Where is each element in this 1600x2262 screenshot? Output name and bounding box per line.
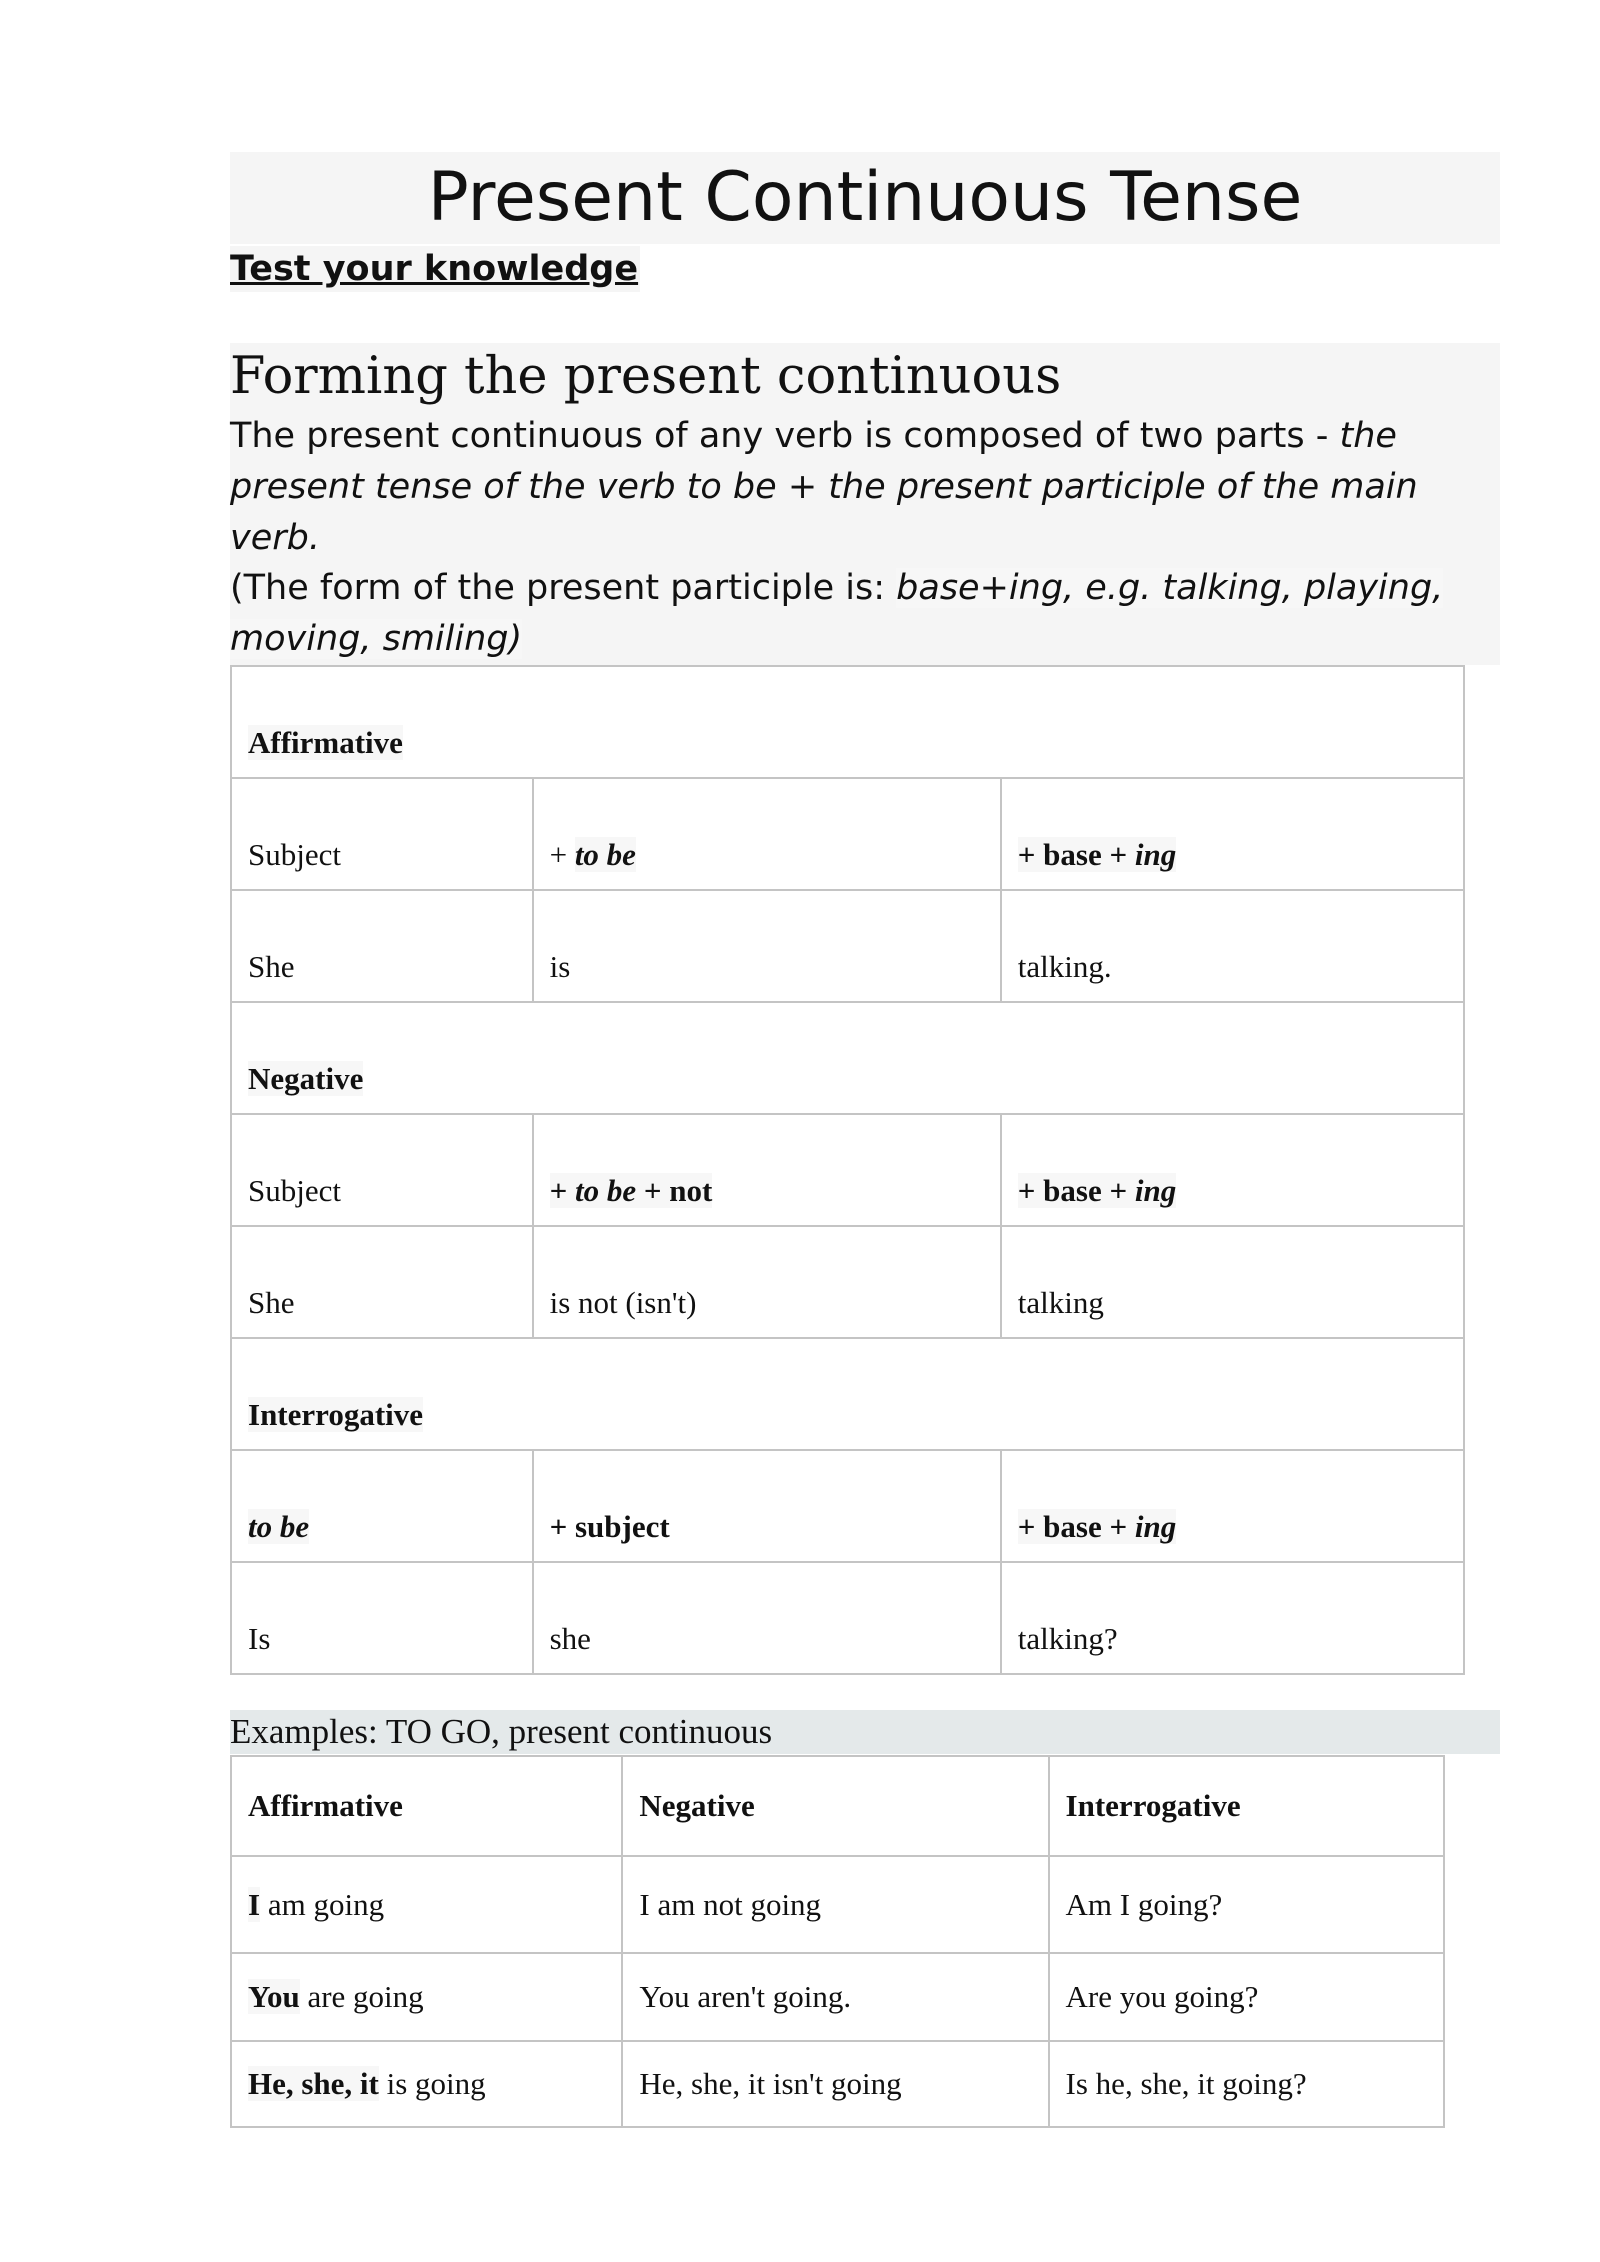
table-cell bbox=[231, 1953, 622, 2041]
intro-italic-text: the present tense of the verb to be + the present participle of the main verb. bbox=[230, 416, 1418, 558]
table-cell: talking. bbox=[1001, 890, 1464, 1002]
table-cell bbox=[533, 1450, 1001, 1562]
table-header-row bbox=[231, 1756, 1444, 1856]
table-cell: She bbox=[231, 1226, 533, 1338]
pattern-text: + base + bbox=[1017, 837, 1135, 872]
table-cell bbox=[533, 1114, 1001, 1226]
table-cell: He, she, it isn't going bbox=[622, 2041, 1048, 2127]
table-row bbox=[231, 1450, 1464, 1562]
table-cell: talking bbox=[1001, 1226, 1464, 1338]
table-cell bbox=[533, 778, 1001, 890]
subject-text: I bbox=[248, 1886, 261, 1922]
table-cell bbox=[1001, 778, 1464, 890]
table-row bbox=[231, 1226, 1464, 1338]
table-cell: talking? bbox=[1001, 1562, 1464, 1674]
intro-paragraph bbox=[230, 411, 1470, 564]
table-cell bbox=[231, 2041, 622, 2127]
verb-text: am going bbox=[260, 1886, 385, 1922]
table-row bbox=[231, 890, 1464, 1002]
table-cell: Is bbox=[231, 1562, 533, 1674]
column-header: Negative bbox=[622, 1756, 1048, 1856]
table-cell: she bbox=[533, 1562, 1001, 1674]
interrogative-label-cell bbox=[231, 1338, 1464, 1450]
affirmative-label-cell bbox=[231, 666, 1464, 778]
pattern-text: to be bbox=[575, 1173, 637, 1208]
examples-caption: Examples: TO GO, present continuous bbox=[230, 1712, 773, 1751]
table-cell: Are you going? bbox=[1049, 1953, 1444, 2041]
table-cell bbox=[231, 1450, 533, 1562]
affirmative-label: Affirmative bbox=[248, 725, 403, 760]
table-row bbox=[231, 1953, 1444, 2041]
participle-italic-text: base+ing, e.g. talking, playing, moving, smiling) bbox=[230, 568, 1444, 659]
section-heading: Forming the present continuous bbox=[230, 347, 1062, 406]
pattern-text: ing bbox=[1134, 1509, 1177, 1544]
table-cell: Subject bbox=[231, 1114, 533, 1226]
pattern-text bbox=[1018, 837, 1177, 872]
negative-label-cell bbox=[231, 1002, 1464, 1114]
negative-label: Negative bbox=[248, 1061, 364, 1096]
test-your-knowledge-link[interactable]: Test your knowledge bbox=[230, 246, 640, 292]
table-row bbox=[231, 2041, 1444, 2127]
table-cell: You aren't going. bbox=[622, 1953, 1048, 2041]
page-title: Present Continuous Tense bbox=[427, 158, 1303, 237]
table-row bbox=[231, 1856, 1444, 1953]
table-cell: is not (isn't) bbox=[533, 1226, 1001, 1338]
table-cell bbox=[1001, 1114, 1464, 1226]
pattern-text bbox=[550, 1173, 713, 1208]
table-cell: Subject bbox=[231, 778, 533, 890]
column-header: Affirmative bbox=[231, 1756, 622, 1856]
table-row bbox=[231, 1562, 1464, 1674]
pattern-text: + base + bbox=[1017, 1173, 1135, 1208]
table-row bbox=[231, 1338, 1464, 1450]
pattern-text: + subject bbox=[549, 1509, 670, 1544]
table-cell: Am I going? bbox=[1049, 1856, 1444, 1953]
table-row bbox=[231, 666, 1464, 778]
table-row bbox=[231, 778, 1464, 890]
pattern-text bbox=[1018, 1173, 1177, 1208]
pattern-text: + bbox=[549, 1173, 575, 1208]
table-cell: She bbox=[231, 890, 533, 1002]
table-cell: Is he, she, it going? bbox=[1049, 2041, 1444, 2127]
table-cell bbox=[1001, 1450, 1464, 1562]
table-row bbox=[231, 1114, 1464, 1226]
interrogative-label: Interrogative bbox=[248, 1397, 424, 1432]
subject-text: He, she, it bbox=[248, 2066, 379, 2101]
column-header: Interrogative bbox=[1049, 1756, 1444, 1856]
subject-text: You bbox=[248, 1979, 300, 2014]
table-cell bbox=[231, 1856, 622, 1953]
pattern-text: ing bbox=[1134, 837, 1177, 872]
intro-text: The present continuous of any verb is composed of two parts - bbox=[230, 416, 1340, 456]
pattern-text: + bbox=[549, 837, 575, 872]
pattern-text: to be bbox=[248, 1509, 310, 1544]
pattern-text bbox=[1018, 1509, 1177, 1544]
table-row bbox=[231, 1002, 1464, 1114]
pattern-text: + not bbox=[636, 1173, 713, 1208]
pattern-text: to be bbox=[574, 837, 636, 872]
examples-table bbox=[230, 1755, 1445, 2128]
verb-text: are going bbox=[299, 1979, 424, 2014]
table-cell: I am not going bbox=[622, 1856, 1048, 1953]
pattern-text: + base + bbox=[1017, 1509, 1135, 1544]
verb-text: is going bbox=[378, 2066, 486, 2101]
participle-paragraph bbox=[230, 563, 1470, 665]
table-cell: is bbox=[533, 890, 1001, 1002]
forms-table bbox=[230, 665, 1465, 1675]
pattern-text: ing bbox=[1134, 1173, 1177, 1208]
participle-text: (The form of the present participle is: bbox=[230, 568, 897, 608]
